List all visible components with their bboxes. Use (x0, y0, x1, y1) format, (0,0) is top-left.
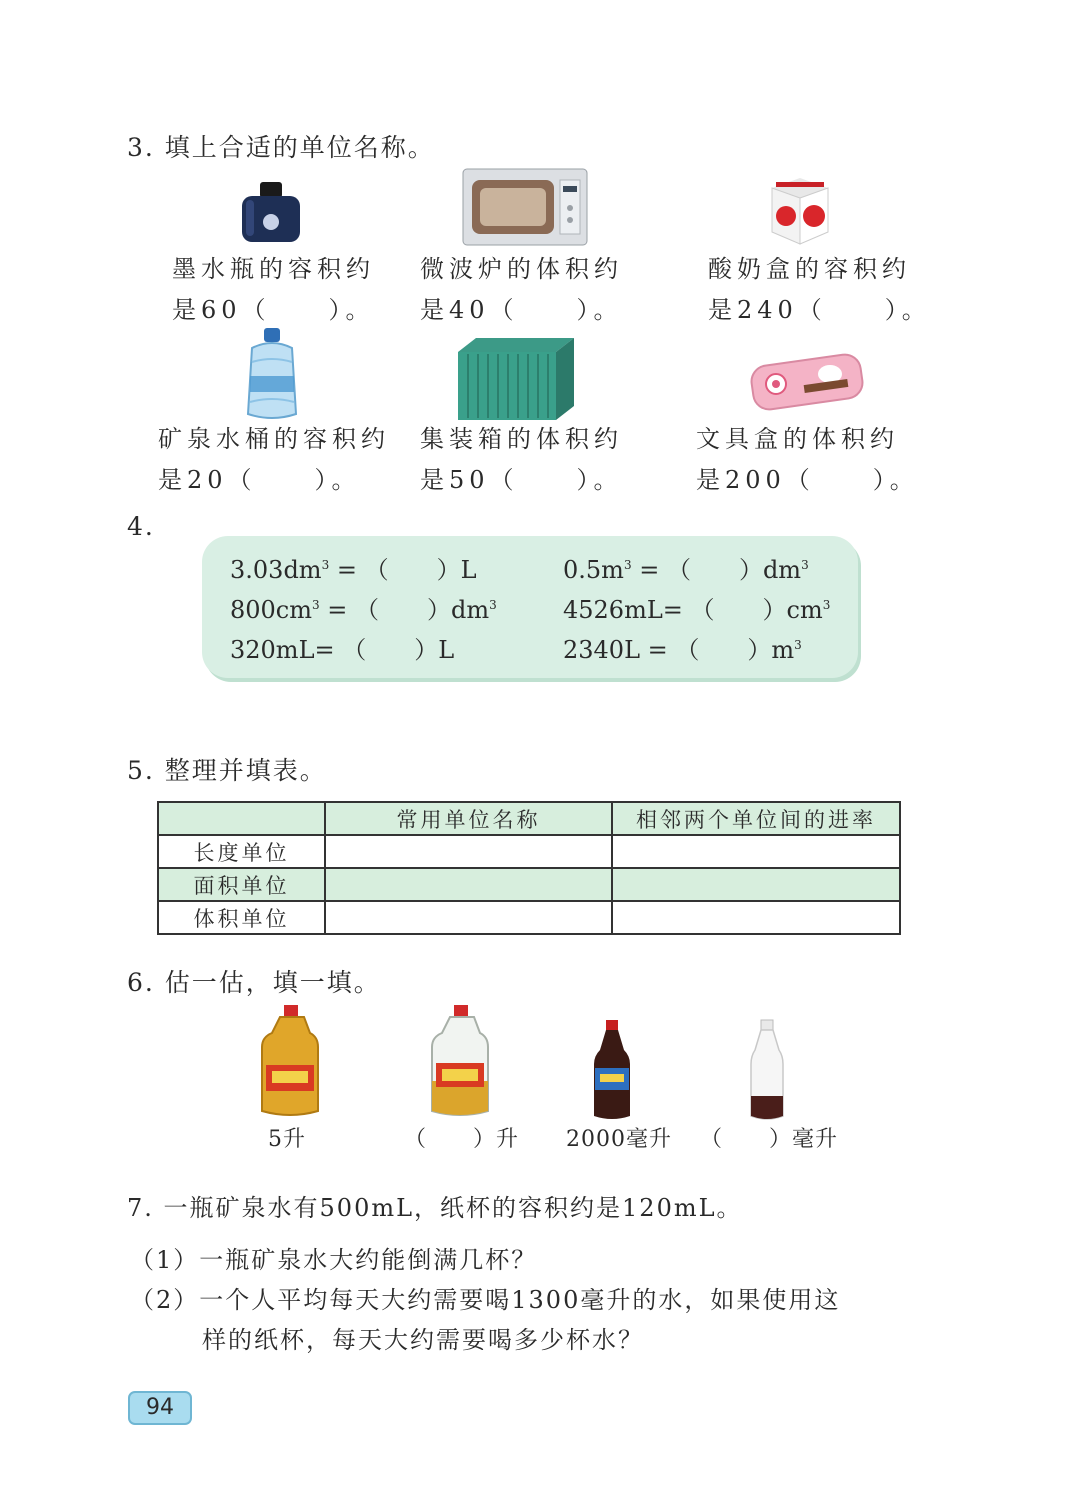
table-row (158, 868, 900, 901)
q4-conv-5: 320mL= （ ）L (230, 636, 455, 664)
q3-item2-line2: 是40（ ）。 (420, 296, 623, 324)
answer-cell[interactable] (612, 835, 900, 868)
q6-label-1: 5升 (268, 1127, 306, 1152)
oil-jug-full-image (260, 1003, 320, 1119)
q4-conv-1: $3.03dm^3$ = （ ）L (230, 556, 477, 584)
q6-label-3: 2000毫升 (566, 1127, 672, 1152)
microwave-image (462, 168, 588, 246)
q3-title: 3. 填上合适的单位名称。 (127, 133, 435, 162)
q3-item5-line1: 集装箱的体积约 (420, 425, 623, 453)
cola-bottle-full-image (592, 1018, 632, 1122)
q3-item4-line2: 是20（ ）。 (158, 466, 361, 494)
q7-sub1: （1）一瓶矿泉水大约能倒满几杯？ (130, 1246, 538, 1274)
q4-conv-3: $800cm^3$ = （ ）$dm^3$ (230, 596, 497, 624)
q3-item5-line2: 是50（ ）。 (420, 466, 623, 494)
water-jug-image (240, 326, 304, 422)
table-header-row (158, 802, 900, 835)
q6-label-4: （ ）毫升 (700, 1127, 839, 1152)
answer-cell[interactable] (325, 835, 612, 868)
answer-cell[interactable] (325, 868, 612, 901)
q4-number: 4. (127, 512, 155, 541)
q6-label-2: （ ）升 (404, 1127, 520, 1152)
q3-item3-line2: 是240（ ）。 (708, 296, 931, 324)
q3-item4-line1: 矿泉水桶的容积约 (158, 425, 390, 453)
q3-item6-line2: 是200（ ）。 (696, 466, 919, 494)
units-table (157, 801, 901, 935)
pencil-case-image (748, 346, 866, 412)
q4-conv-6: 2340L = （ ）$m^3$ (563, 636, 802, 664)
answer-cell[interactable] (612, 868, 900, 901)
q3-item1-line2: 是60（ ）。 (172, 296, 375, 324)
table-header-cell (158, 802, 325, 835)
page-number-badge: 94 (128, 1391, 192, 1425)
table-header-cell: 相邻两个单位间的进率 (612, 802, 900, 835)
table-row (158, 835, 900, 868)
q7-sub2-line1: （2）一个人平均每天大约需要喝1300毫升的水，如果使用这 (130, 1286, 841, 1314)
q4-conv-2: $0.5m^3$ = （ ）$dm^3$ (563, 556, 809, 584)
table-row (158, 901, 900, 934)
table-row-label: 体积单位 (158, 901, 325, 934)
table-row-label: 长度单位 (158, 835, 325, 868)
q5-title: 5. 整理并填表。 (127, 756, 327, 785)
q7-title: 7. 一瓶矿泉水有500mL，纸杯的容积约是120mL。 (127, 1194, 743, 1222)
ink-bottle-image (238, 180, 304, 244)
q4-conv-4: 4526mL= （ ）$cm^3$ (563, 596, 831, 624)
q7-sub2-line2: 样的纸杯，每天大约需要喝多少杯水？ (202, 1326, 644, 1354)
q3-item6-line1: 文具盒的体积约 (696, 425, 899, 453)
cola-bottle-empty-image (749, 1018, 785, 1122)
answer-cell[interactable] (612, 901, 900, 934)
oil-jug-partial-image (430, 1003, 490, 1119)
shipping-container-image (456, 336, 576, 422)
q3-item3-line1: 酸奶盒的容积约 (708, 255, 911, 283)
answer-cell[interactable] (325, 901, 612, 934)
q3-item1-line1: 墨水瓶的容积约 (172, 255, 375, 283)
table-row-label: 面积单位 (158, 868, 325, 901)
q6-title: 6. 估一估，填一填。 (127, 968, 381, 997)
q3-item2-line1: 微波炉的体积约 (420, 255, 623, 283)
table-header-cell: 常用单位名称 (325, 802, 612, 835)
yogurt-carton-image (766, 174, 834, 246)
